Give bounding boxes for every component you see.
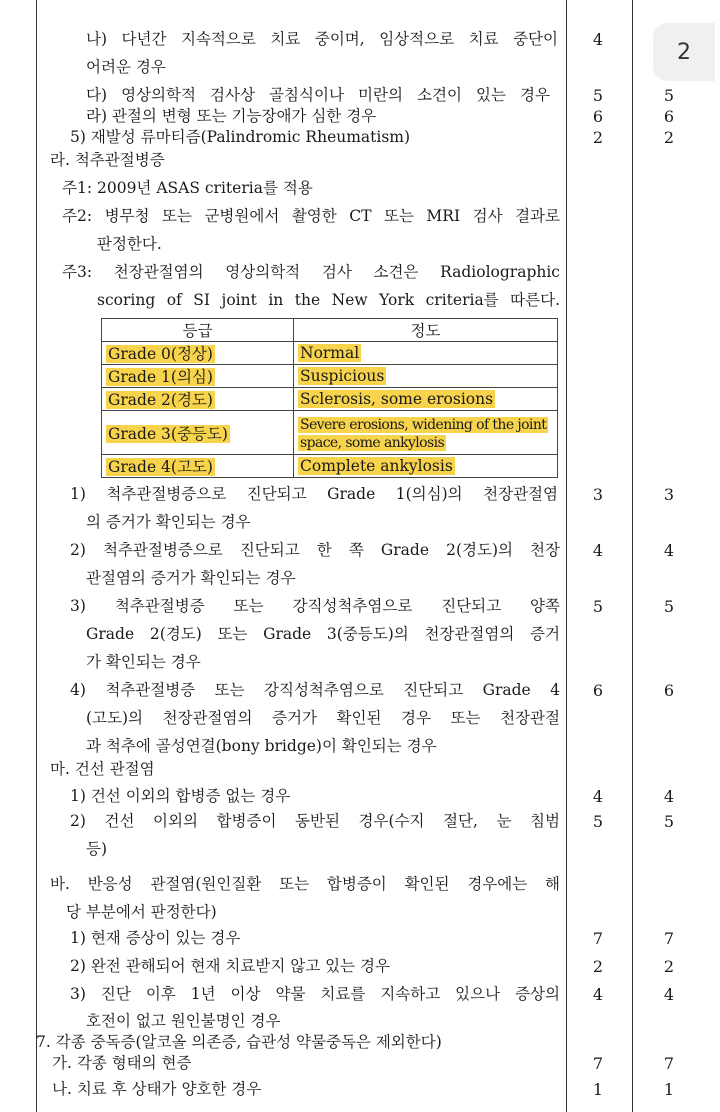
item-text: 다) 영상의학적 검사상 골침식이나 미란의 소견이 있는 경우 bbox=[86, 86, 550, 104]
degree-cell-continued: space, some ankylosis bbox=[300, 434, 445, 451]
grade-value: 4 bbox=[592, 985, 604, 1004]
grade-cell: Grade 3(중등도) bbox=[108, 424, 228, 443]
grade-value: 1 bbox=[592, 1080, 604, 1099]
item-text: 과 척추에 골성연결(bony bridge)이 확인되는 경우 bbox=[86, 737, 437, 755]
grade-value: 7 bbox=[663, 929, 675, 948]
grade-value: 7 bbox=[592, 929, 604, 948]
item-text: (고도)의 천장관절염의 증거가 확인된 경우 또는 천장관절 bbox=[86, 709, 560, 727]
grade-cell: Grade 1(의심) bbox=[108, 368, 213, 386]
degree-cell: Severe erosions, widening of the joint bbox=[300, 416, 547, 433]
grade-value: 2 bbox=[592, 957, 604, 976]
grade-value: 5 bbox=[592, 86, 604, 105]
grade-column-rule-2 bbox=[632, 0, 633, 1112]
item-text: 라) 관절의 변형 또는 기능장애가 심한 경우 bbox=[86, 107, 377, 125]
grade-table bbox=[101, 318, 558, 478]
table-header-degree: 정도 bbox=[294, 319, 558, 342]
grade-value: 4 bbox=[663, 787, 675, 806]
grade-value: 2 bbox=[663, 957, 675, 976]
grade-value: 1 bbox=[663, 1080, 675, 1099]
table-row bbox=[102, 365, 558, 388]
item-text: 5) 재발성 류마티즘(Palindromic Rheumatism) bbox=[70, 128, 411, 146]
section-heading-continued: 당 부분에서 판정한다) bbox=[66, 903, 217, 921]
item-text: 2) 건선 이외의 합병증이 동반된 경우(수지 절단, 눈 침범 bbox=[70, 812, 560, 830]
grade-value: 4 bbox=[592, 541, 604, 560]
grade-column-rule-1 bbox=[566, 0, 567, 1112]
item-text: 1) 척추관절병증으로 진단되고 Grade 1(의심)의 천장관절염 bbox=[70, 485, 558, 503]
chapter-heading: 7. 각종 중독증(알코올 의존증, 습관성 약물중독은 제외한다) bbox=[36, 1033, 442, 1051]
grade-cell: Grade 0(정상) bbox=[108, 345, 213, 363]
item-text: 3) 진단 이후 1년 이상 약물 치료를 지속하고 있으나 증상의 bbox=[70, 985, 560, 1003]
item-text: 나) 다년간 지속적으로 치료 중이며, 임상적으로 치료 중단이 bbox=[86, 30, 558, 48]
grade-value: 2 bbox=[592, 128, 604, 147]
grade-value: 2 bbox=[663, 128, 675, 147]
grade-value: 3 bbox=[663, 485, 675, 504]
item-text: 4) 척추관절병증 또는 강직성척추염으로 진단되고 Grade 4 bbox=[70, 681, 560, 699]
page-indicator: 2 bbox=[653, 23, 715, 81]
item-text: 호전이 없고 원인불명인 경우 bbox=[86, 1012, 281, 1030]
grade-value: 6 bbox=[663, 681, 675, 700]
item-text: 2) 완전 관해되어 현재 치료받지 않고 있는 경우 bbox=[70, 957, 390, 975]
grade-value: 7 bbox=[663, 1054, 675, 1073]
grade-value: 4 bbox=[663, 541, 675, 560]
grade-value: 5 bbox=[663, 86, 675, 105]
grade-value: 6 bbox=[592, 681, 604, 700]
degree-cell: Complete ankylosis bbox=[300, 457, 453, 475]
item-text: 3) 척추관절병증 또는 강직성척추염으로 진단되고 양쪽 bbox=[70, 597, 560, 615]
item-text: 어려운 경우 bbox=[86, 58, 166, 76]
grade-cell: Grade 2(경도) bbox=[108, 391, 213, 409]
note-text: 판정한다. bbox=[97, 235, 162, 253]
grade-value: 5 bbox=[663, 812, 675, 831]
section-heading: 라. 척추관절병증 bbox=[50, 151, 165, 169]
table-row bbox=[102, 411, 558, 455]
note-text: 주2: 병무청 또는 군병원에서 촬영한 CT 또는 MRI 검사 결과로 bbox=[62, 207, 560, 225]
grade-cell: Grade 4(고도) bbox=[108, 458, 213, 476]
note-text: scoring of SI joint in the New York criteria를 따른다. bbox=[97, 291, 560, 309]
grade-value: 5 bbox=[663, 597, 675, 616]
item-text: 가. 각종 형태의 현증 bbox=[52, 1054, 192, 1072]
item-text: 등) bbox=[86, 840, 108, 858]
table-header-grade: 등급 bbox=[102, 319, 294, 342]
left-column-rule bbox=[36, 0, 37, 1112]
grade-value: 4 bbox=[592, 787, 604, 806]
grade-value: 7 bbox=[592, 1054, 604, 1073]
item-text: 관절염의 증거가 확인되는 경우 bbox=[86, 569, 296, 587]
note-text: 주1: 2009년 ASAS criteria를 적용 bbox=[62, 179, 313, 197]
degree-cell: Sclerosis, some erosions bbox=[300, 390, 494, 408]
table-row bbox=[102, 342, 558, 365]
item-text: 1) 건선 이외의 합병증 없는 경우 bbox=[70, 787, 291, 805]
grade-value: 3 bbox=[592, 485, 604, 504]
item-text: 나. 치료 후 상태가 양호한 경우 bbox=[52, 1080, 262, 1098]
table-row bbox=[102, 455, 558, 478]
grade-value: 6 bbox=[592, 107, 604, 126]
degree-cell: Suspicious bbox=[300, 367, 385, 385]
grade-value: 5 bbox=[592, 597, 604, 616]
degree-cell: Normal bbox=[300, 344, 360, 362]
section-heading: 바. 반응성 관절염(원인질환 또는 합병증이 확인된 경우에는 해 bbox=[50, 875, 560, 893]
grade-value: 6 bbox=[663, 107, 675, 126]
item-text: 의 증거가 확인되는 경우 bbox=[86, 513, 251, 531]
grade-value: 4 bbox=[663, 985, 675, 1004]
item-text: 2) 척추관절병증으로 진단되고 한 쪽 Grade 2(경도)의 천장 bbox=[70, 541, 560, 559]
table-row bbox=[102, 388, 558, 411]
item-text: 1) 현재 증상이 있는 경우 bbox=[70, 929, 241, 947]
grade-value: 5 bbox=[592, 812, 604, 831]
note-text: 주3: 천장관절염의 영상의학적 검사 소견은 Radiolographic bbox=[62, 263, 560, 281]
grade-value: 4 bbox=[592, 30, 604, 49]
item-text: 가 확인되는 경우 bbox=[86, 653, 201, 671]
item-text: Grade 2(경도) 또는 Grade 3(중등도)의 천장관절염의 증거 bbox=[86, 625, 560, 643]
section-heading: 마. 건선 관절염 bbox=[50, 760, 155, 778]
